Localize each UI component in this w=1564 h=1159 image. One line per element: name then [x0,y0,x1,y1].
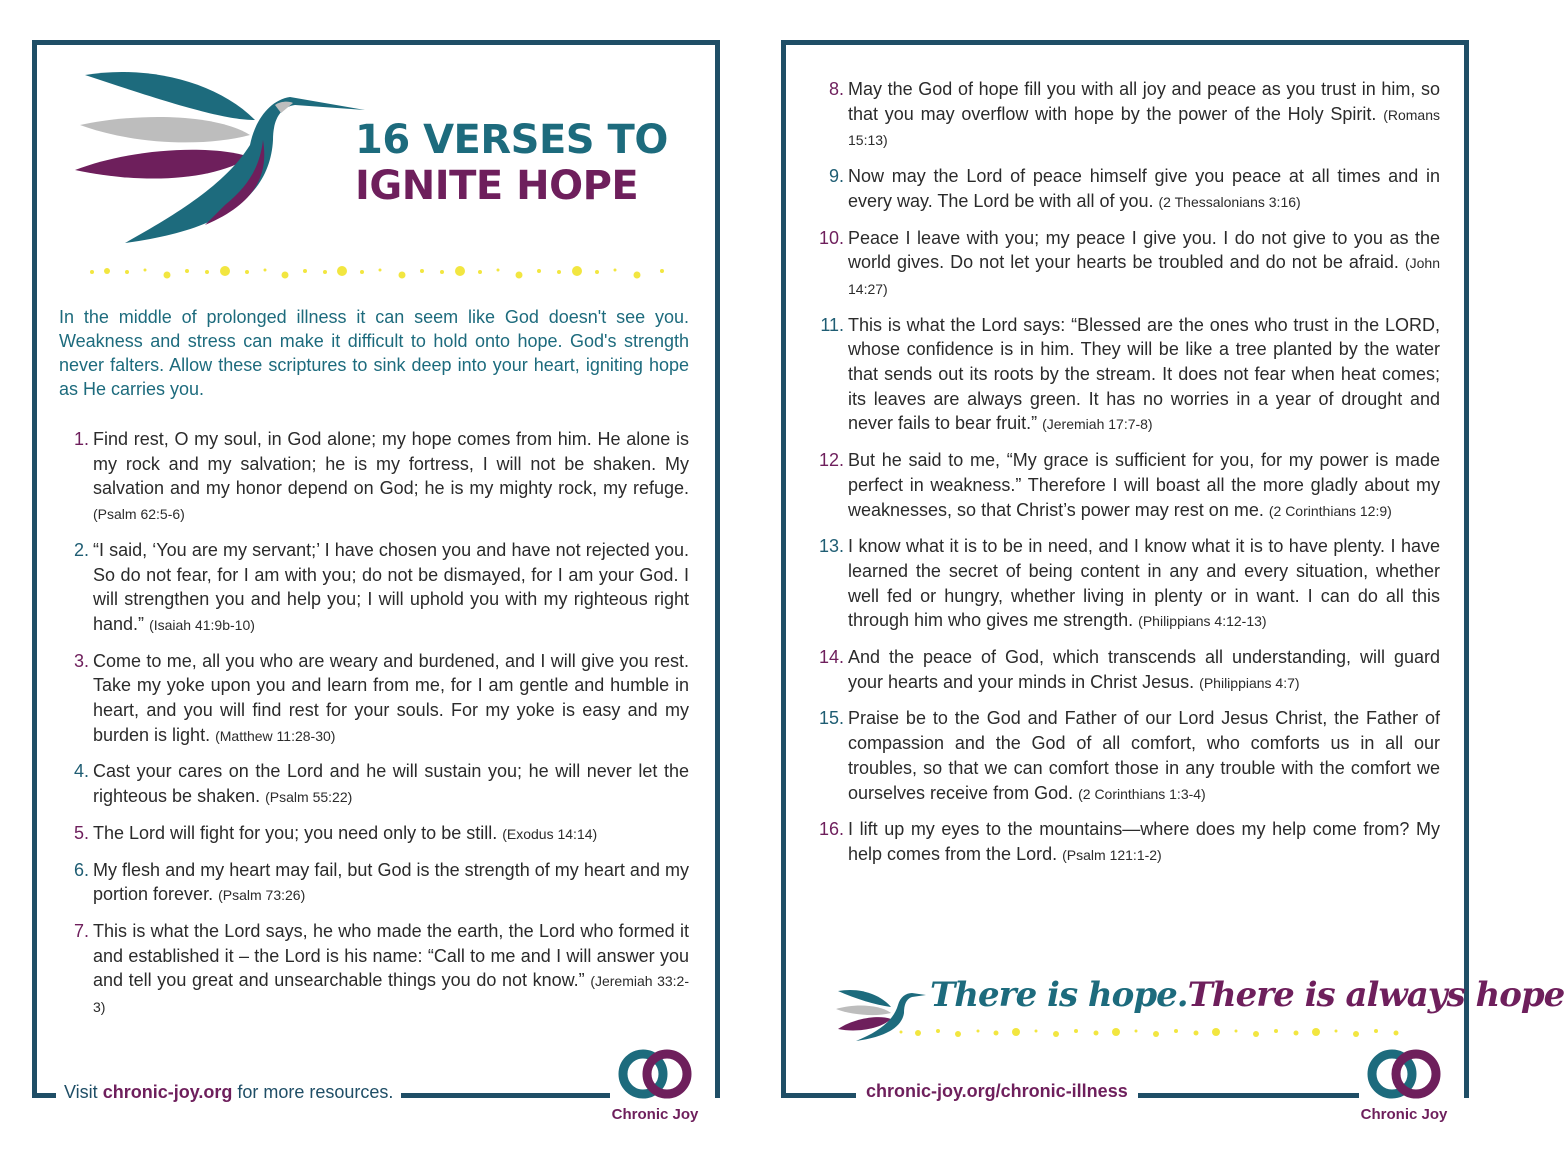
tagline-dots [896,1021,1416,1043]
tagline [836,975,1564,1045]
verse-number: 5. [73,822,89,843]
verse-body [848,645,1440,695]
brand-name: Chronic Joy [1360,1106,1448,1123]
page-right [781,40,1564,1098]
footer-link[interactable]: chronic-joy.org [102,1082,233,1102]
verse-reference: (Matthew 11:28-30) [215,727,336,744]
verse-reference: (Philippians 4:12-13) [1138,613,1267,630]
rings-icon [1359,1046,1449,1106]
verse-text: “I said, ‘You are my servant;’ I have chosen you and have not rejected you. So do not fear, for I am with you; do not be dismayed, for I am your God. I will strengthen you and help you; I will uphold you with my righteous right hand.” [93,539,689,634]
brand-name: Chronic Joy [611,1106,699,1123]
verse-body [848,534,1440,634]
verse-reference: (Jeremiah 17:7-8) [1042,416,1153,433]
hummingbird-logo-icon [75,65,335,245]
verse-reference: (Philippians 4:7) [1199,674,1300,691]
page-left [32,40,720,1098]
verse-text: Cast your cares on the Lord and he will sustain you; he will never let the righteous be shaken. [93,761,689,807]
verse-text: May the God of hope fill you with all joy and peace as you trust in him, so that you may overflow with hope by the power of the Holy Spirit. [848,79,1440,124]
verse-text: But he said to me, “My grace is sufficient for you, for my power is made perfect in weakness.” Therefore I will boast all the more gladly about my weaknesses, so that Christ’s power may rest on me. [848,450,1440,520]
verse-body [93,649,689,749]
verse-body [848,706,1440,806]
verse-reference: (Isaiah 41:9b-10) [149,616,255,633]
title-line-1: 16 VERSES TO [355,117,668,163]
verse-number: 16. [818,819,844,840]
verse-item [814,226,1440,302]
verse-reference: (Exodus 14:14) [502,825,598,842]
verse-body [93,759,689,809]
verse-body [848,313,1440,438]
rings-icon [610,1046,700,1106]
verse-item [814,448,1440,523]
verse-item [59,919,689,1020]
verse-item [59,649,689,749]
verse-reference: (John 14:27) [848,255,1440,297]
title-line-2: IGNITE HOPE [355,163,639,209]
footer-pre: Visit [64,1082,103,1102]
verse-reference: (2 Corinthians 12:9) [1268,502,1392,519]
verse-text: This is what the Lord says: “Blessed are the ones who trust in the LORD, whose confidence is in him. They will be like a tree planted by the water that sends out its roots by the stream. It does not fear when heat comes; its leaves are always green. It has no worries in a year of drought and never fails to bear fruit.” [848,314,1440,434]
verse-text: This is what the Lord says, he who made the earth, the Lord who formed it and established it – the Lord is his name: “Call to me and I will answer you and tell you great and unsearchable things you do not know.” [93,920,689,991]
verse-item [59,538,689,638]
verse-number: 12. [818,450,844,471]
verse-reference: (Psalm 55:22) [265,789,353,806]
verse-text: And the peace of God, which transcends all understanding, will guard your hearts and your minds in Christ Jesus. [848,647,1440,692]
verse-item [814,706,1440,806]
chronic-joy-logo [610,1046,700,1126]
verse-text: Peace I leave with you; my peace I give you. I do not give to you as the world gives. Do not let your hearts be troubled and do not be afraid. [848,227,1440,273]
verse-body [848,77,1440,153]
verse-body [93,427,689,527]
footer-visit-text [56,1082,401,1103]
verse-text: Come to me, all you who are weary and burdened, and I will give you rest. Take my yoke upon you and learn from me, for I am gentle and humble in heart, and you will find rest for your souls. For my yoke is easy and my burden is light. [93,650,689,745]
verse-item [814,77,1440,153]
verse-text: Now may the Lord of peace himself give you peace at all times and in every way. The Lord be with all of you. [848,166,1440,211]
verse-body [848,448,1440,523]
verse-item [814,534,1440,634]
verse-list-right [814,77,1440,879]
verse-number: 15. [818,708,844,729]
verse-text: My flesh and my heart may fail, but God is the strength of my heart and my portion forever. [93,859,689,905]
intro-paragraph: In the middle of prolonged illness it can seem like God doesn't see you. Weakness and stress can make it difficult to hold onto hope. God's strength never falters. Allow these scriptures to sink deep into your heart, igniting hope as He carries you. [59,307,689,399]
verse-item [59,427,689,527]
verse-body [93,821,689,847]
footer-post: for more resources. [232,1082,394,1102]
verse-item [814,164,1440,214]
verse-body [848,817,1440,867]
verse-reference: (Romans 15:13) [848,106,1440,149]
verse-reference: (Psalm 62:5-6) [93,506,185,523]
verse-item [59,759,689,809]
dotted-divider [87,261,677,283]
verse-item [814,817,1440,867]
verse-number: 7. [73,920,89,941]
verse-reference: (2 Thessalonians 3:16) [1158,193,1301,210]
chronic-joy-logo-right [1359,1046,1449,1126]
verse-number: 11. [820,314,844,335]
verse-text: Praise be to the God and Father of our Lord Jesus Christ, the Father of compassion and the God of all comfort, who comforts us in all our troubles, so that we can comfort those in any trouble with the comfort we ourselves receive from God. [848,708,1440,803]
verse-body [93,538,689,638]
verse-reference: (2 Corinthians 1:3-4) [1078,785,1206,802]
verse-number: 1. [73,429,89,449]
verse-text: I lift up my eyes to the mountains—where does my help come from? My help comes from the Lord. [848,819,1440,864]
tagline-text [930,975,1564,1015]
verse-number: 9. [828,166,844,187]
verse-text: Find rest, O my soul, in God alone; my hope comes from him. He alone is my rock and my salvation; he is my fortress, I will not be shaken. My salvation and my honor depend on God; he is my mighty rock, my refuge. [93,429,689,499]
verse-body [848,226,1440,302]
verse-text: I know what it is to be in need, and I know what it is to have plenty. I have learned the secret of being content in any and every situation, whether well fed or hungry, whether living in plenty or in want. I can do all this through him who gives me strength. [848,536,1440,631]
verse-number: 4. [73,761,89,782]
verse-body [93,919,689,1020]
verse-number: 3. [73,650,89,671]
verse-body [93,858,689,908]
verse-item [59,858,689,908]
page-title [355,117,668,209]
verse-item [814,645,1440,695]
verse-number: 10. [818,227,844,248]
verse-body [848,164,1440,214]
verse-number: 13. [818,536,844,557]
verse-item [59,821,689,847]
verse-item [814,313,1440,438]
verse-text: The Lord will fight for you; you need only to be still. [93,822,498,843]
verse-list-left [59,427,689,1031]
footer-right-link[interactable]: chronic-joy.org/chronic-illness [856,1081,1138,1102]
tagline-part-1: There is hope. [930,975,1188,1015]
verse-reference: (Psalm 121:1-2) [1062,846,1162,863]
verse-number: 8. [828,79,844,99]
verse-reference: (Jeremiah 33:2-3) [93,973,689,1016]
verse-number: 6. [73,859,89,880]
verse-number: 2. [73,539,89,560]
verse-reference: (Psalm 73:26) [218,887,306,904]
verse-number: 14. [818,647,844,668]
tagline-part-2: There is always hope [1187,975,1564,1015]
